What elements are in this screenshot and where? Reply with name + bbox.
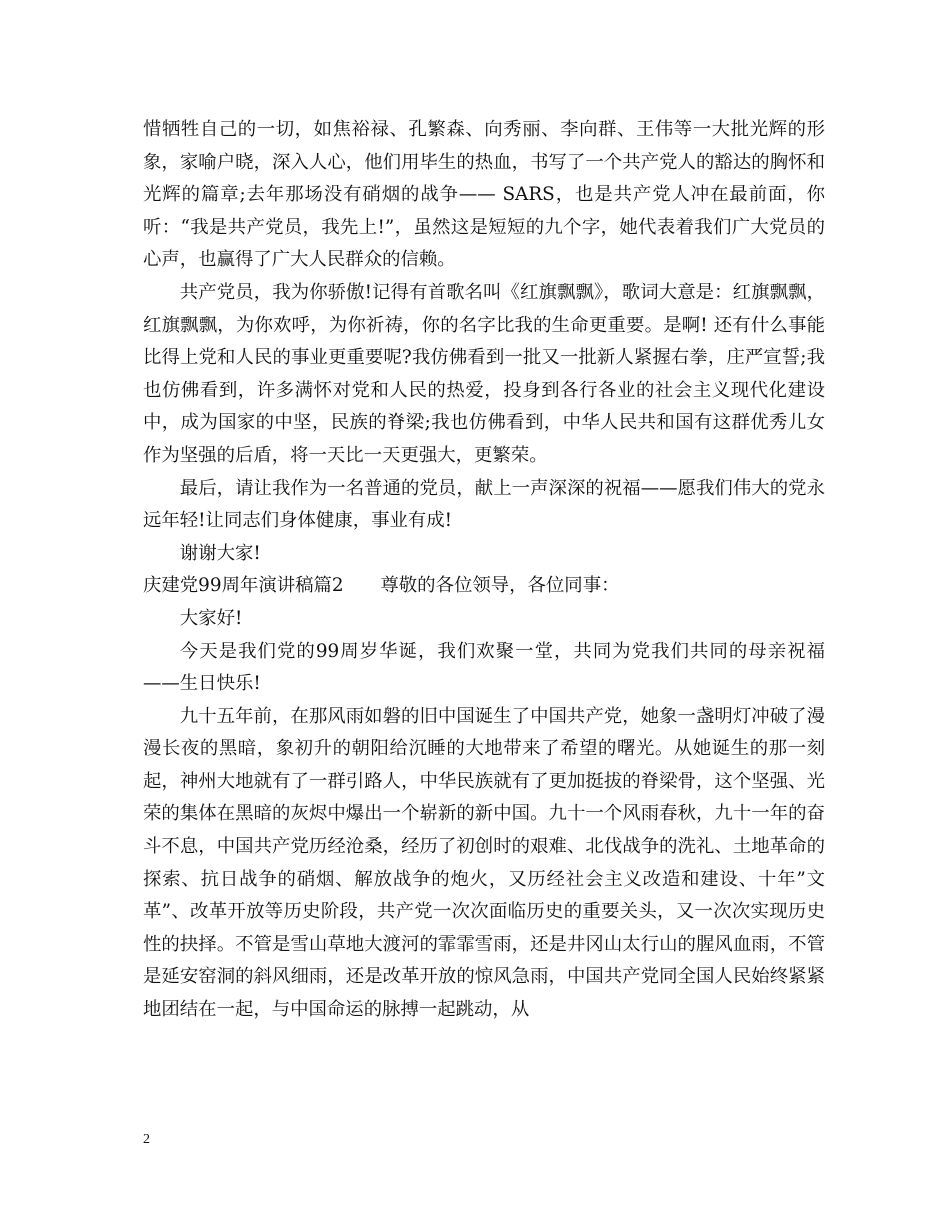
paragraph: 最后，请让我作为一名普通的党员，献上一声深深的祝福——愿我们伟大的党永远年轻!让同志们身体健康，事业有成! <box>143 477 825 532</box>
paragraph: 九十五年前，在那风雨如磐的旧中国诞生了中国共产党，她象一盏明灯冲破了漫漫长夜的黑暗，象初升的朝阳给沉睡的大地带来了希望的曙光。从她诞生的那一刻起，神州大地就有了一群引路人，中华民族就有了更加挺拔的脊梁骨，这个坚强、光荣的集体在黑暗的灰烬中爆出一个崭新的新中国。九十一个风雨春秋，九十一年的奋斗不息，中国共产党历经沧桑，经历了初创时的艰难、北伐战争的洗礼、土地革命的探索、抗日战争的硝烟、解放战争的炮火，又历经社会主义改造和建设、十年”文革”、改革开放等历史阶段，共产党一次次面临历史的重要关头，又一次次实现历史性的抉择。不管是雪山草地大渡河的霏霏雪雨，还是井冈山太行山的腥风血雨，不管是延安窑洞的斜风细雨，还是改革开放的惊风急雨，中国共产党同全国人民始终紧紧地团结在一起，与中国命运的脉搏一起跳动，从 <box>143 705 825 1021</box>
paragraph: 惜牺牲自己的一切，如焦裕禄、孔繁森、向秀丽、李向群、王伟等一大批光辉的形象，家喻户晓，深入人心，他们用毕生的热血，书写了一个共产党人的豁达的胸怀和光辉的篇章;去年那场没有硝烟的战争—— SARS，也是共产党人冲在最前面，你听：“我是共产党员，我先上!”，虽然这是短短的九个字，她代表着我们广大党员的心声，也赢得了广大人民群众的信赖。 <box>143 119 825 271</box>
paragraph: 今天是我们党的99周岁华诞，我们欢聚一堂，共同为党我们共同的母亲祝福——生日快乐! <box>143 640 825 695</box>
page-number: 2 <box>143 1132 150 1147</box>
section-heading: 庆建党99周年演讲稿篇2 尊敬的各位领导，各位同事： <box>143 575 620 597</box>
document-body <box>143 114 825 1027</box>
paragraph: 共产党员，我为你骄傲!记得有首歌名叫《红旗飘飘》，歌词大意是：红旗飘飘，红旗飘飘，为你欢呼，为你祈祷，你的名字比我的生命更重要。是啊! 还有什么事能比得上党和人民的事业更重要呢?我仿佛看到一批又一批新人紧握右拳，庄严宣誓;我也仿佛看到，许多满怀对党和人民的热爱，投身到各行各业的社会主义现代化建设中，成为国家的中坚，民族的脊梁;我也仿佛看到，中华人民共和国有这群优秀儿女作为坚强的后盾，将一天比一天更强大，更繁荣。 <box>143 281 825 466</box>
paragraph: 大家好! <box>179 607 243 629</box>
paragraph: 谢谢大家! <box>179 542 261 564</box>
